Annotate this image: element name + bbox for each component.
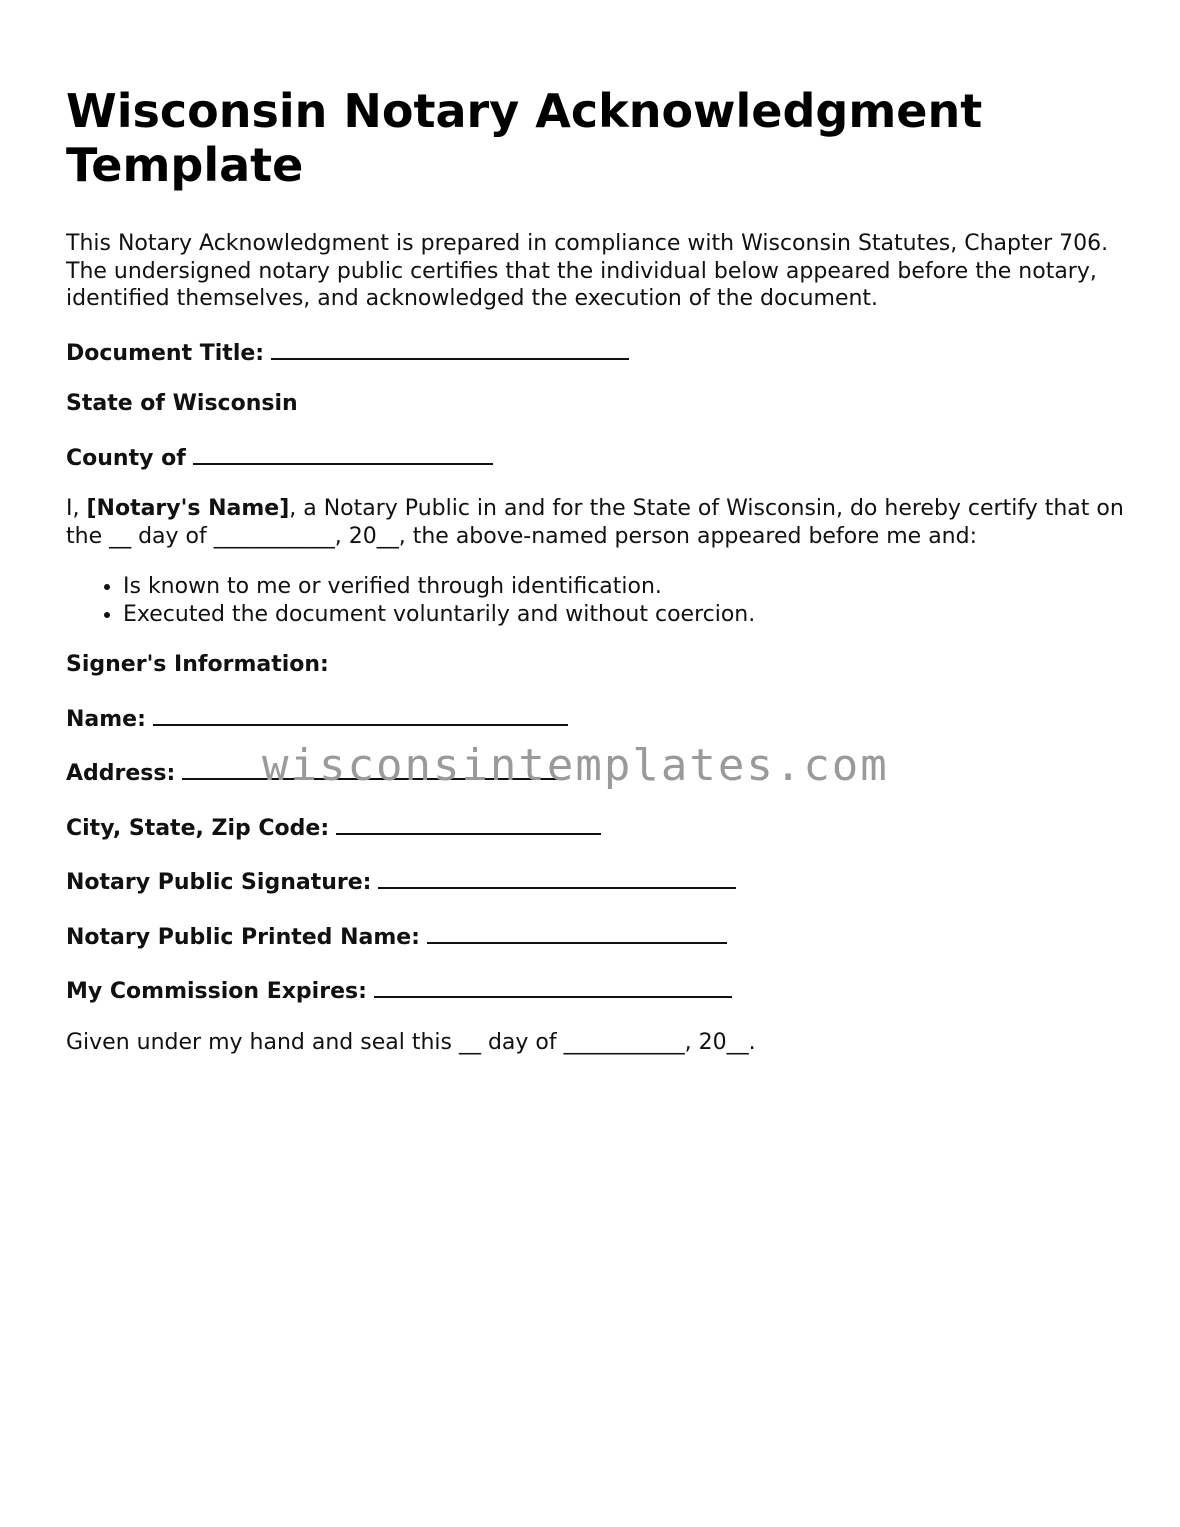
list-item: • Is known to me or verified through identification. (123, 573, 1126, 601)
county-blank[interactable] (193, 441, 493, 465)
notary-printed-name-label: Notary Public Printed Name: (66, 924, 420, 950)
name-blank[interactable] (153, 702, 568, 726)
address-label: Address: (66, 761, 176, 786)
signer-info-heading-line (66, 651, 1126, 679)
name-label: Name: (66, 706, 146, 732)
notary-printed-name-field (66, 920, 1126, 952)
certification-text: , a Notary Public in and for the State of Wisconsin, do hereby certify that on the __ day of ___________, 20__, the above-named person appeared before me and: (66, 496, 1124, 549)
acknowledgment-list (66, 573, 1126, 628)
watermark: wisconsintemplates.com (262, 740, 889, 791)
county-field (66, 441, 1126, 473)
state-line (66, 390, 1126, 418)
notary-name-placeholder: [Notary's Name] (86, 496, 290, 521)
city-state-zip-label: City, State, Zip Code: (66, 815, 330, 841)
document-title-field (66, 336, 1126, 368)
commission-expires-label: My Commission Expires: (66, 979, 367, 1004)
city-state-zip-blank[interactable] (336, 811, 601, 835)
state-label: State of Wisconsin (66, 391, 298, 416)
document-title-label: Document Title: (66, 340, 265, 366)
notary-signature-blank[interactable] (378, 865, 736, 889)
closing-statement: Given under my hand and seal this __ day of ___________, 20__. (66, 1029, 756, 1055)
certification-paragraph (66, 495, 1126, 550)
city-state-zip-field (66, 811, 1126, 843)
commission-expires-field (66, 974, 1126, 1006)
commission-expires-blank[interactable] (374, 974, 732, 998)
certification-prefix: I, (66, 496, 87, 521)
county-label: County of (66, 445, 186, 471)
signer-info-heading: Signer's Information: (66, 652, 329, 677)
document-title-blank[interactable] (271, 336, 629, 360)
name-field (66, 702, 1126, 734)
list-item: • Executed the document voluntarily and without coercion. (123, 601, 1126, 629)
notary-printed-name-blank[interactable] (427, 920, 727, 944)
document-page (66, 84, 1126, 1056)
notary-signature-label: Notary Public Signature: (66, 870, 372, 895)
notary-signature-field (66, 865, 1126, 897)
document-heading: Wisconsin Notary Acknowledgment Template (66, 84, 983, 192)
intro-paragraph: This Notary Acknowledgment is prepared in compliance with Wisconsin Statutes, Chapter 706. The undersigned notary public certifies that the individual below appeared before the notary, identified themselves, and acknowledged the execution of the document. (66, 231, 1109, 311)
